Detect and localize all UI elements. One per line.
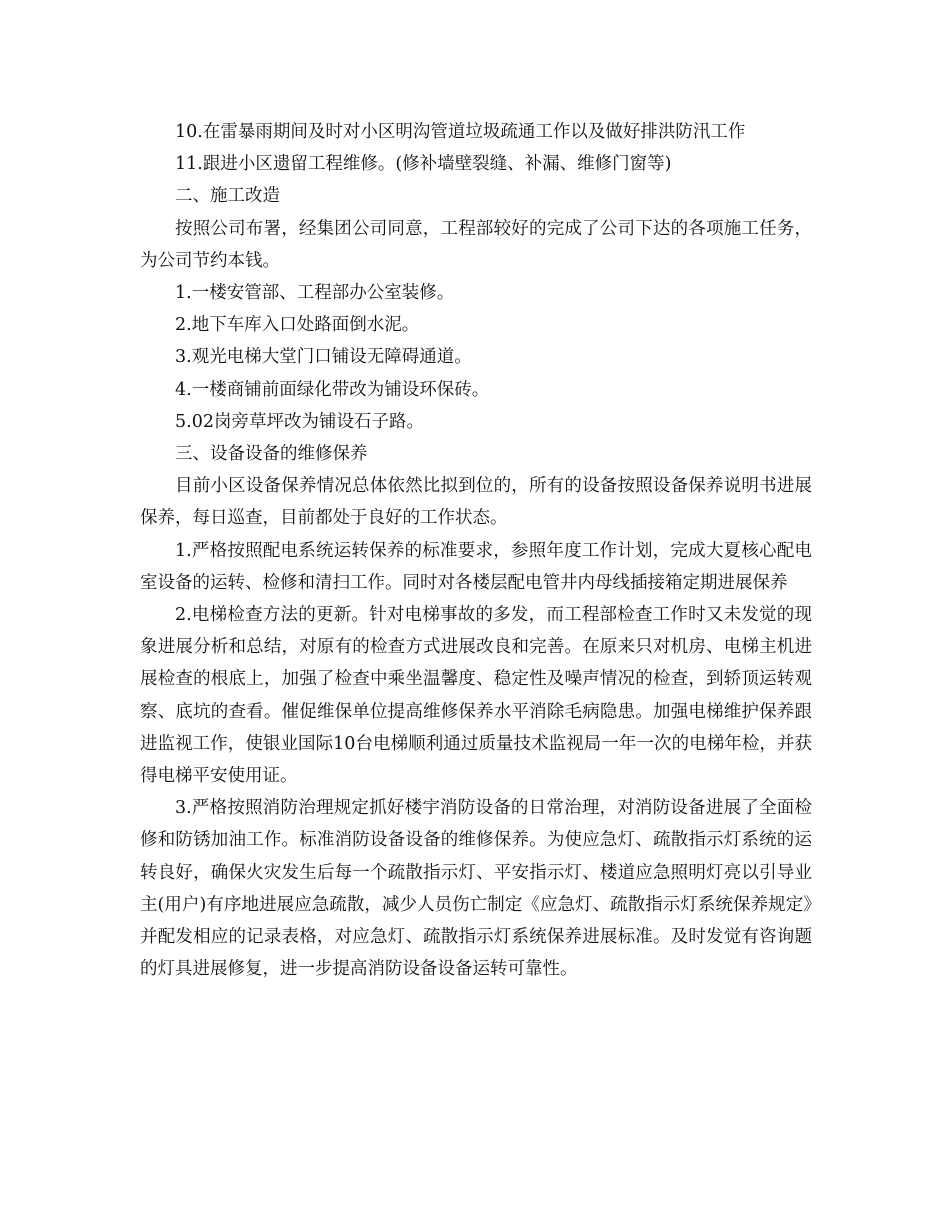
list-item-3: 3.观光电梯大堂门口铺设无障碍通道。 [175,347,472,368]
list-item-5: 5.02岗旁草坪改为铺设石子路。 [175,411,424,432]
equipment-item-2: 2.电梯检查方法的更新。针对电梯事故的多发，而工程部检查工作时又未发觉的现象进展分析和总结，对原有的检查方式进展改良和完善。在原来只对机房、电梯主机进展检查的根底上，加强了检查中乘坐温馨度、稳定性及噪声情况的检查，到轿顶运转观察、底坑的查看。催促维保单位提高维修保养水平消除毛病隐患。加强电梯维护保养跟进监视工作，使银业国际10台电梯顺利通过质量技术监视局一年一次的电梯年检，并获得电梯平安使用证。 [140,605,812,787]
section-intro-construction: 按照公司布署，经集团公司同意，工程部较好的完成了公司下达的各项施工任务，为公司节约本钱。 [140,218,812,271]
equipment-item-3: 3.严格按照消防治理规定抓好楼宇消防设备的日常治理，对消防设备进展了全面检修和防锈加油工作。标准消防设备设备的维修保养。为使应急灯、疏散指示灯系统的运转良好，确保火灾发生后每一个疏散指示灯、平安指示灯、楼道应急照明灯亮以引导业主(用户)有序地进展应急疏散，减少人员伤亡制定《应急灯、疏散指示灯系统保养规定》并配发相应的记录表格，对应急灯、疏散指示灯系统保养进展标准。及时发觉有咨询题的灯具进展修复，进一步提高消防设备设备运转可靠性。 [140,798,812,980]
list-item-1: 1.一楼安管部、工程部办公室装修。 [175,283,455,304]
equipment-item-1: 1.严格按照配电系统运转保养的标准要求，参照年度工作计划，完成大夏核心配电室设备的运转、检修和清扫工作。同时对各楼层配电管井内母线插接箱定期进展保养 [140,540,812,593]
section-heading-equipment: 三、设备设备的维修保养 [175,444,368,465]
document-page [140,116,812,985]
section-intro-equipment: 目前小区设备保养情况总体依然比拟到位的，所有的设备按照设备保养说明书进展保养，每日巡查，目前都处于良好的工作状态。 [140,476,812,529]
section-heading-construction: 二、施工改造 [175,186,280,207]
list-item-2: 2.地下车库入口处路面倒水泥。 [175,315,420,336]
list-item-10: 10.在雷暴雨期间及时对小区明沟管道垃圾疏通工作以及做好排洪防汛工作 [175,122,746,142]
list-item-11: 11.跟进小区遗留工程维修。(修补墙壁裂缝、补漏、维修门窗等) [175,154,672,175]
list-item-4: 4.一楼商铺前面绿化带改为铺设环保砖。 [175,379,490,400]
